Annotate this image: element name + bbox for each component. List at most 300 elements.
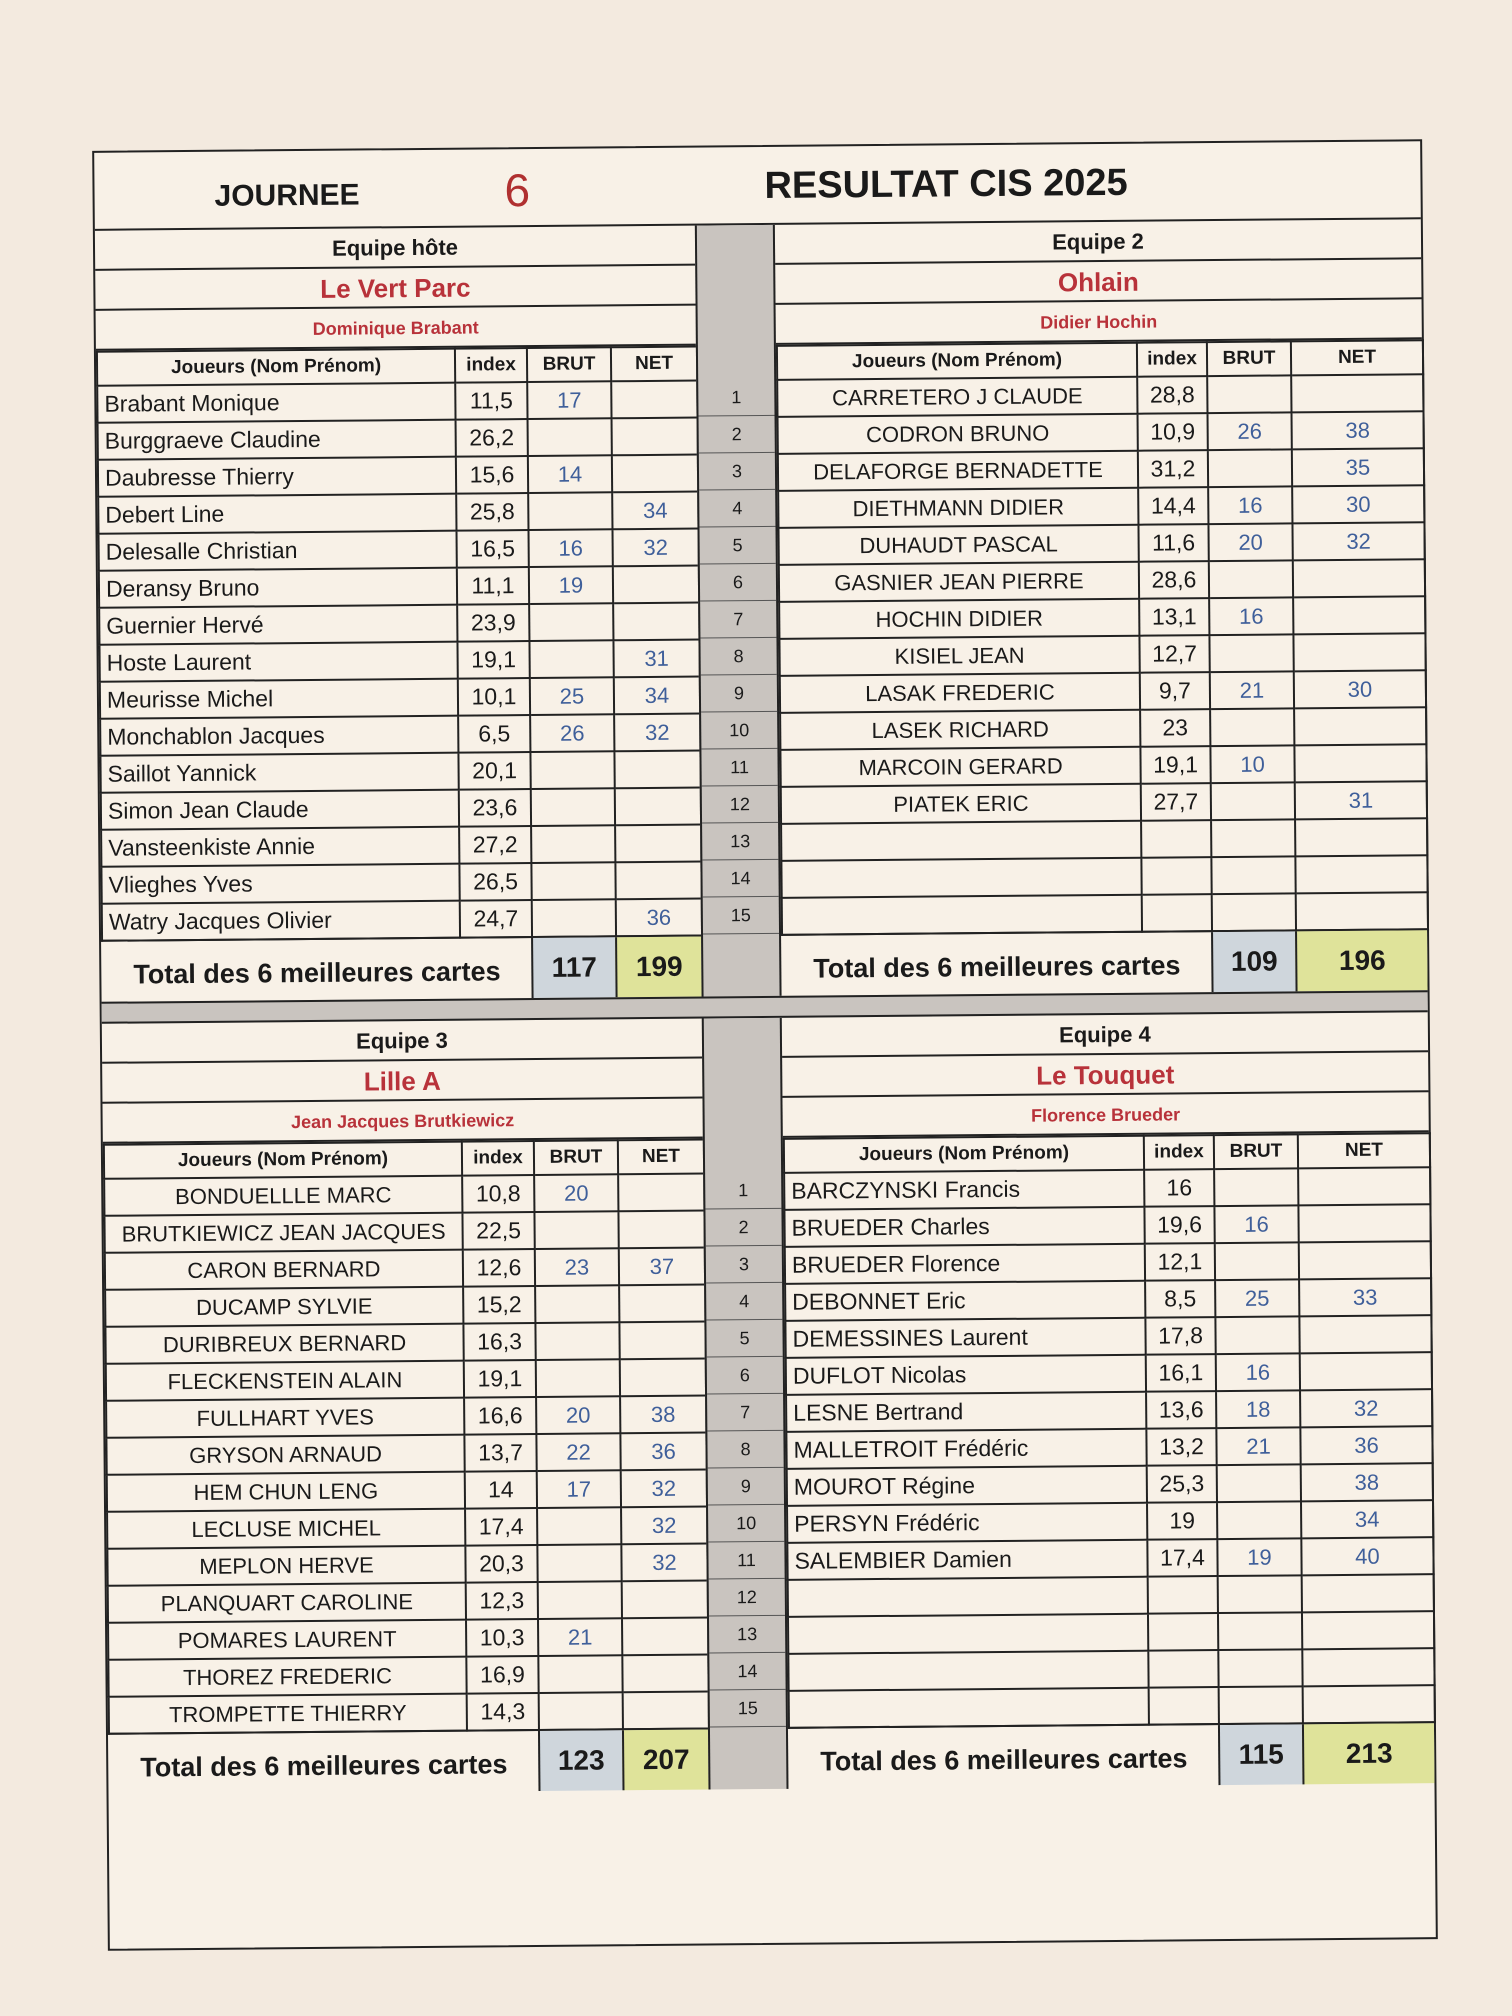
player-index: 12,7 [1139,635,1209,673]
player-name: MEPLON HERVE [107,1546,465,1586]
player-name: BRUTKIEWICZ JEAN JACQUES [104,1213,462,1253]
table-row [99,603,699,645]
player-net: 38 [620,1396,706,1434]
row-number-column [702,1018,789,1790]
table-row [785,1315,1431,1358]
player-net [622,1581,708,1619]
table-row [785,1241,1431,1284]
players-table [103,1139,710,1735]
team-captain: Dominique Brabant [96,306,696,351]
player-net: 35 [1292,448,1424,486]
row-number: 13 [709,1616,785,1654]
column-header-brut: BRUT [527,347,611,382]
team-captain: Florence Brueder [782,1092,1428,1138]
player-index [1141,857,1211,895]
player-index: 13,6 [1146,1391,1216,1429]
table-row [100,751,700,793]
player-brut [531,788,615,826]
player-net [613,603,699,641]
player-index: 17,8 [1145,1317,1215,1355]
column-header-net: NET [618,1140,704,1175]
player-name: BARCZYNSKI Francis [784,1170,1144,1210]
row-number-column [695,225,782,997]
column-header-brut: BRUT [1214,1134,1298,1169]
player-name: HEM CHUN LENG [107,1472,465,1512]
player-name: BONDUELLLE MARC [104,1176,462,1216]
table-header-row [777,340,1423,380]
row-number: 4 [706,1283,782,1321]
player-index: 27,2 [459,826,531,864]
table-row [786,1352,1432,1395]
player-net [1302,1648,1434,1686]
player-index: 28,6 [1139,561,1209,599]
player-net [618,1174,704,1212]
player-name: MALLETROIT Frédéric [786,1429,1146,1469]
player-name: CODRON BRUNO [778,414,1138,454]
table-row [99,566,699,608]
total-row [788,1721,1435,1789]
row-number: 1 [705,1172,781,1210]
player-index: 16,3 [463,1323,535,1361]
player-index: 19 [1147,1502,1217,1540]
player-net [612,455,698,493]
player-net [1302,1574,1434,1612]
player-name: BRUEDER Charles [784,1207,1144,1247]
player-net [1296,892,1428,930]
table-row [779,633,1425,676]
player-brut [537,1507,621,1545]
row-number: 7 [700,601,776,639]
player-name: MARCOIN GERARD [780,747,1140,787]
row-number: 11 [701,749,777,787]
row-number: 1 [698,379,774,417]
total-row [101,935,702,1002]
player-net: 34 [612,492,698,530]
player-brut: 25 [530,677,614,715]
player-net [1293,559,1425,597]
player-brut [1212,893,1296,931]
player-index: 11,5 [455,382,527,420]
player-brut [531,825,615,863]
table-row [98,492,698,534]
player-name: KISIEL JEAN [779,636,1139,676]
table-row [780,744,1426,787]
table-row [98,455,698,497]
player-brut: 26 [1208,412,1292,450]
player-net [1291,374,1423,412]
table-row [781,818,1427,861]
table-row [778,522,1424,565]
total-net-value: 207 [622,1730,709,1791]
row-number: 15 [710,1690,786,1728]
player-net [620,1359,706,1397]
player-name: HOCHIN DIDIER [779,599,1139,639]
player-name: Hoste Laurent [99,642,457,682]
total-brut-value: 117 [531,937,616,998]
row-number: 2 [705,1209,781,1247]
table-row [101,825,701,867]
player-index: 26,2 [456,419,528,457]
player-index: 12,3 [466,1582,538,1620]
player-index: 16,5 [456,530,528,568]
player-brut [1209,634,1293,672]
player-net [613,566,699,604]
player-name: Brabant Monique [97,383,455,423]
player-index: 14 [465,1471,537,1509]
player-index: 15,6 [456,456,528,494]
player-brut [536,1359,620,1397]
player-brut [539,1692,623,1730]
player-name: CARRETERO J CLAUDE [777,377,1137,417]
player-index: 24,7 [460,900,532,938]
player-brut [531,862,615,900]
row-number: 11 [708,1542,784,1580]
table-row [788,1648,1434,1691]
player-net [619,1285,705,1323]
row-number: 5 [699,527,775,565]
sheet-header [94,141,1421,231]
player-name: Vansteenkiste Annie [101,827,459,867]
player-net [619,1322,705,1360]
team-club-name: Le Vert Parc [95,266,695,311]
player-brut: 17 [527,381,611,419]
journee-label: JOURNEE [214,178,360,213]
table-row [787,1463,1433,1506]
player-brut: 21 [1210,671,1294,709]
results-sheet [92,139,1438,1951]
table-row [101,788,701,830]
player-net: 32 [614,714,700,752]
total-net-value: 213 [1302,1723,1435,1784]
player-net [1293,596,1425,634]
player-brut [528,418,612,456]
table-row [106,1396,706,1438]
player-brut [537,1544,621,1582]
player-brut [534,1211,618,1249]
table-row [779,596,1425,639]
player-index: 13,7 [464,1434,536,1472]
player-brut [529,603,613,641]
player-index: 9,7 [1140,672,1210,710]
player-name: POMARES LAURENT [108,1620,466,1660]
total-label: Total des 6 meilleures cartes [140,1749,508,1783]
player-index [1141,820,1211,858]
players-table [776,339,1429,936]
player-name: LASEK RICHARD [780,710,1140,750]
row-number: 7 [707,1394,783,1432]
player-name: Daubresse Thierry [98,457,456,497]
player-index: 14,4 [1138,487,1208,525]
player-name [788,1577,1148,1617]
table-row [778,485,1424,528]
player-brut [538,1581,622,1619]
player-net: 36 [616,899,702,937]
table-row [99,529,699,571]
team-equipe-label: Equipe 4 [782,1012,1428,1058]
player-name: GASNIER JEAN PIERRE [779,562,1139,602]
player-net [612,418,698,456]
player-net [1295,818,1427,856]
player-net: 31 [613,640,699,678]
column-header-net: NET [1291,340,1423,375]
player-net: 32 [621,1507,707,1545]
player-brut: 18 [1216,1390,1300,1428]
player-name: DELAFORGE BERNADETTE [778,451,1138,491]
player-index: 23,9 [457,604,529,642]
table-row [98,418,698,460]
player-brut: 14 [528,455,612,493]
player-net: 38 [1291,411,1423,449]
total-net-value: 199 [615,937,702,998]
table-row [788,1611,1434,1654]
player-index: 28,8 [1137,376,1207,414]
row-number: 6 [707,1357,783,1395]
player-brut: 19 [529,566,613,604]
table-row [778,411,1424,454]
player-name: DEBONNET Eric [785,1281,1145,1321]
column-header-players: Joueurs (Nom Prénom) [784,1136,1144,1173]
player-net [615,825,701,863]
player-index [1142,894,1212,932]
player-net [1294,744,1426,782]
player-index: 6,5 [458,715,530,753]
player-net: 37 [619,1248,705,1286]
player-net: 30 [1292,485,1424,523]
table-row [781,855,1427,898]
player-net [1293,633,1425,671]
player-brut: 17 [537,1470,621,1508]
player-net [622,1618,708,1656]
player-name: LASAK FREDERIC [780,673,1140,713]
table-row [105,1285,705,1327]
player-brut [1217,1464,1301,1502]
column-header-index: index [455,348,527,383]
column-header-index: index [1144,1135,1214,1170]
table-row [108,1655,708,1697]
table-row [781,781,1427,824]
table-header-row [784,1133,1430,1173]
player-name: DEMESSINES Laurent [785,1318,1145,1358]
row-number: 10 [701,712,777,750]
player-name: FULLHART YVES [106,1398,464,1438]
player-index: 20,3 [465,1545,537,1583]
table-row [101,862,701,904]
player-index: 26,5 [459,863,531,901]
table-row [104,1211,704,1253]
player-brut [1211,856,1295,894]
table-row [784,1167,1430,1210]
player-name: DUCAMP SYLVIE [105,1287,463,1327]
row-number: 8 [707,1431,783,1469]
total-label: Total des 6 meilleures cartes [813,950,1181,984]
player-brut [1218,1649,1302,1687]
player-index: 16,6 [464,1397,536,1435]
row-number: 15 [703,897,779,935]
player-brut: 23 [535,1248,619,1286]
table-row [107,1507,707,1549]
table-row [106,1359,706,1401]
column-header-net: NET [611,347,697,382]
row-number: 12 [709,1579,785,1617]
player-net: 38 [1301,1463,1433,1501]
player-brut [1218,1612,1302,1650]
column-header-index: index [1137,342,1207,377]
table-row [108,1581,708,1623]
table-row [97,381,697,423]
player-index: 23 [1140,709,1210,747]
row-number: 8 [700,638,776,676]
player-name: PERSYN Frédéric [787,1503,1147,1543]
player-brut: 20 [534,1174,618,1212]
player-brut: 16 [1209,597,1293,635]
player-brut: 21 [538,1618,622,1656]
player-index: 17,4 [1147,1539,1217,1577]
player-name [788,1651,1148,1691]
player-brut: 22 [536,1433,620,1471]
player-name: BRUEDER Florence [785,1244,1145,1284]
player-name: Deransy Bruno [99,568,457,608]
column-header-brut: BRUT [1207,341,1291,376]
player-net: 36 [1300,1426,1432,1464]
table-row [108,1618,708,1660]
player-net: 34 [1301,1500,1433,1538]
player-index: 25,3 [1147,1465,1217,1503]
table-row [104,1174,704,1216]
row-number: 14 [709,1653,785,1691]
column-header-players: Joueurs (Nom Prénom) [777,343,1137,380]
player-name: Watry Jacques Olivier [102,901,460,941]
player-net [622,1655,708,1693]
player-brut [538,1655,622,1693]
total-brut-value: 123 [538,1730,623,1791]
player-name [789,1688,1149,1728]
total-net-value: 196 [1295,930,1428,991]
player-name: THOREZ FREDERIC [108,1657,466,1697]
player-name: PLANQUART CAROLINE [108,1583,466,1623]
player-index: 22,5 [462,1212,534,1250]
team-captain: Jean Jacques Brutkiewicz [102,1099,702,1144]
table-row [100,714,700,756]
player-index: 14,3 [467,1693,539,1731]
table-row [106,1433,706,1475]
player-name: LESNE Bertrand [786,1392,1146,1432]
player-brut: 21 [1216,1427,1300,1465]
player-net [1295,855,1427,893]
player-brut: 16 [528,529,612,567]
player-index [1149,1687,1219,1725]
player-index: 20,1 [458,752,530,790]
player-index: 10,9 [1138,413,1208,451]
table-row [787,1500,1433,1543]
column-header-net: NET [1298,1133,1430,1168]
player-brut: 16 [1208,486,1292,524]
row-number: 12 [702,786,778,824]
column-header-brut: BRUT [534,1140,618,1175]
player-net: 32 [612,529,698,567]
column-header-players: Joueurs (Nom Prénom) [104,1142,462,1179]
player-name: Guernier Hervé [99,605,457,645]
player-brut [1208,449,1292,487]
player-net: 32 [1292,522,1424,560]
player-name: MOUROT Régine [787,1466,1147,1506]
player-index: 27,7 [1141,783,1211,821]
team-club-name: Ohlain [775,259,1421,305]
player-net [611,381,697,419]
player-name: DIETHMANN DIDIER [778,488,1138,528]
player-name: Delesalle Christian [99,531,457,571]
player-net [1298,1204,1430,1242]
player-index: 11,6 [1138,524,1208,562]
row-number: 9 [701,675,777,713]
player-name [782,895,1142,935]
column-header-index: index [462,1141,534,1176]
player-index: 16,1 [1146,1354,1216,1392]
player-brut [1217,1501,1301,1539]
table-row [780,707,1426,750]
player-name: Debert Line [98,494,456,534]
player-brut: 20 [1208,523,1292,561]
table-row [777,374,1423,417]
table-row [105,1248,705,1290]
player-name: DUFLOT Nicolas [786,1355,1146,1395]
team-equipe-label: Equipe 2 [775,219,1421,265]
player-brut [1215,1316,1299,1354]
player-name: Monchablon Jacques [100,716,458,756]
team-club-name: Le Touquet [782,1052,1428,1098]
players-table [96,346,703,942]
player-name [781,821,1141,861]
player-brut [1211,819,1295,857]
player-net: 32 [621,1544,707,1582]
player-name: Simon Jean Claude [101,790,459,830]
player-index: 19,1 [457,641,529,679]
player-net [1298,1167,1430,1205]
player-index: 23,6 [459,789,531,827]
player-index [1148,1613,1218,1651]
player-brut [1218,1575,1302,1613]
player-index: 13,2 [1146,1428,1216,1466]
player-net [623,1692,709,1730]
player-brut: 19 [1217,1538,1301,1576]
team-equipe-label: Equipe hôte [95,226,695,271]
player-brut: 25 [1215,1279,1299,1317]
table-row [785,1278,1431,1321]
player-index: 19,1 [464,1360,536,1398]
player-brut: 16 [1216,1353,1300,1391]
player-brut: 26 [530,714,614,752]
player-net [1300,1352,1432,1390]
player-name: SALEMBIER Damien [787,1540,1147,1580]
player-index: 8,5 [1145,1280,1215,1318]
player-index: 16,9 [466,1656,538,1694]
player-name: GRYSON ARNAUD [106,1435,464,1475]
player-net [1294,707,1426,745]
player-name [781,858,1141,898]
table-row [787,1537,1433,1580]
player-index [1148,1650,1218,1688]
player-index: 25,8 [456,493,528,531]
table-row [778,448,1424,491]
player-name: PIATEK ERIC [781,784,1141,824]
player-index: 19,1 [1140,746,1210,784]
player-brut [528,492,612,530]
player-brut [1209,560,1293,598]
table-row [107,1544,707,1586]
player-net [1299,1315,1431,1353]
player-brut [1211,782,1295,820]
table-row [100,677,700,719]
player-brut [1214,1168,1298,1206]
